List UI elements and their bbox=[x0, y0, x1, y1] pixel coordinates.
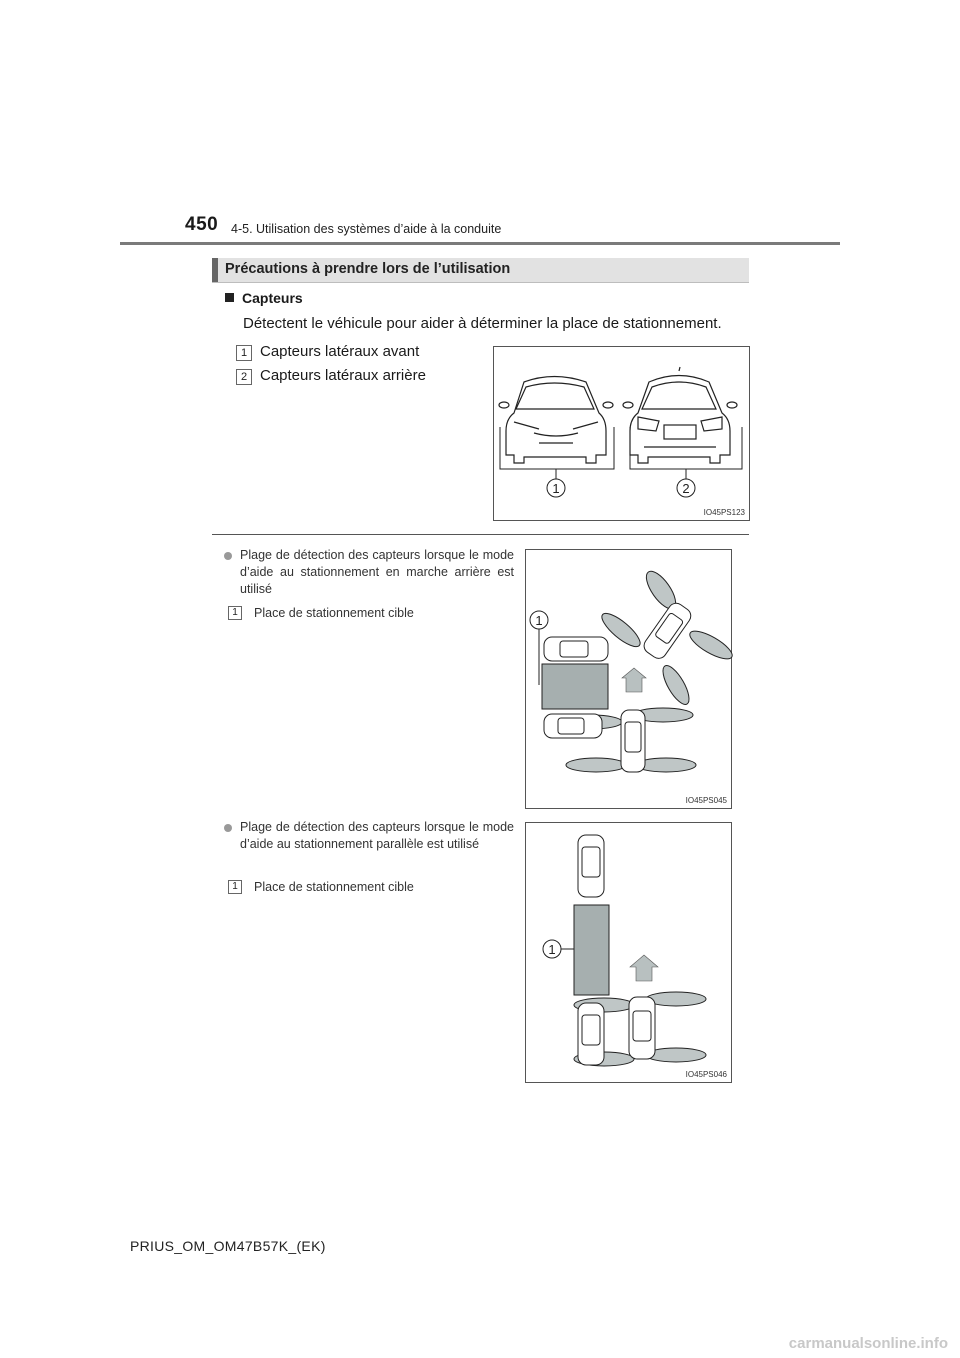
callout-label-1: 1 bbox=[552, 481, 560, 496]
figure-code: IO45PS045 bbox=[685, 796, 727, 805]
section-title: Précautions à prendre lors de l’utilisation bbox=[225, 261, 511, 277]
parallel-parking-illustration bbox=[526, 823, 733, 1084]
section-separator bbox=[212, 534, 749, 535]
reverse-mode-legend bbox=[228, 606, 488, 622]
legend-label: Place de stationnement cible bbox=[254, 606, 414, 620]
header-divider bbox=[120, 242, 840, 245]
legend-item-rear-sensors bbox=[236, 367, 466, 387]
watermark: carmanualsonline.info bbox=[788, 1335, 948, 1352]
chapter-title: 4-5. Utilisation des systèmes d’aide à la conduite bbox=[231, 222, 502, 236]
sensors-figure bbox=[493, 346, 750, 521]
figure-code: IO45PS123 bbox=[703, 508, 745, 517]
callout-number: 1 bbox=[228, 880, 242, 894]
reverse-mode-figure bbox=[525, 549, 732, 809]
parallel-mode-figure bbox=[525, 822, 732, 1083]
square-bullet-icon bbox=[225, 293, 234, 302]
callout-label-2: 2 bbox=[682, 481, 690, 496]
legend-label: Place de stationnement cible bbox=[254, 880, 414, 894]
reverse-mode-description: Plage de détection des capteurs lorsque le mode d’aide au stationnement en marche arrière est utilisé bbox=[224, 547, 514, 598]
page-number: 450 bbox=[185, 214, 219, 235]
callout-label: 1 bbox=[535, 613, 543, 628]
legend-label: Capteurs latéraux arrière bbox=[260, 367, 426, 384]
car-front-rear-illustration bbox=[494, 347, 751, 522]
reverse-parking-illustration bbox=[526, 550, 733, 810]
sensors-heading: Capteurs bbox=[225, 290, 303, 306]
target-space-rect bbox=[542, 664, 608, 709]
bullet-dot-icon bbox=[224, 824, 232, 832]
sensors-intro: Détectent le véhicule pour aider à déterminer la place de stationnement. bbox=[243, 315, 722, 332]
document-code: PRIUS_OM_OM47B57K_(EK) bbox=[130, 1238, 326, 1254]
section-accent bbox=[212, 258, 218, 282]
legend-item-front-sensors bbox=[236, 343, 466, 363]
direction-arrow bbox=[630, 955, 658, 981]
callout-number: 2 bbox=[236, 369, 252, 385]
parallel-mode-legend bbox=[228, 880, 488, 896]
section-heading-bar bbox=[212, 258, 749, 283]
callout-label: 1 bbox=[548, 942, 556, 957]
legend-label: Capteurs latéraux avant bbox=[260, 343, 420, 360]
bullet-dot-icon bbox=[224, 552, 232, 560]
callout-number: 1 bbox=[228, 606, 242, 620]
direction-arrow bbox=[622, 668, 646, 692]
figure-code: IO45PS046 bbox=[685, 1070, 727, 1079]
parallel-mode-description: Plage de détection des capteurs lorsque le mode d’aide au stationnement parallèle est utilisé bbox=[224, 819, 514, 853]
callout-number: 1 bbox=[236, 345, 252, 361]
target-space-rect bbox=[574, 905, 609, 995]
